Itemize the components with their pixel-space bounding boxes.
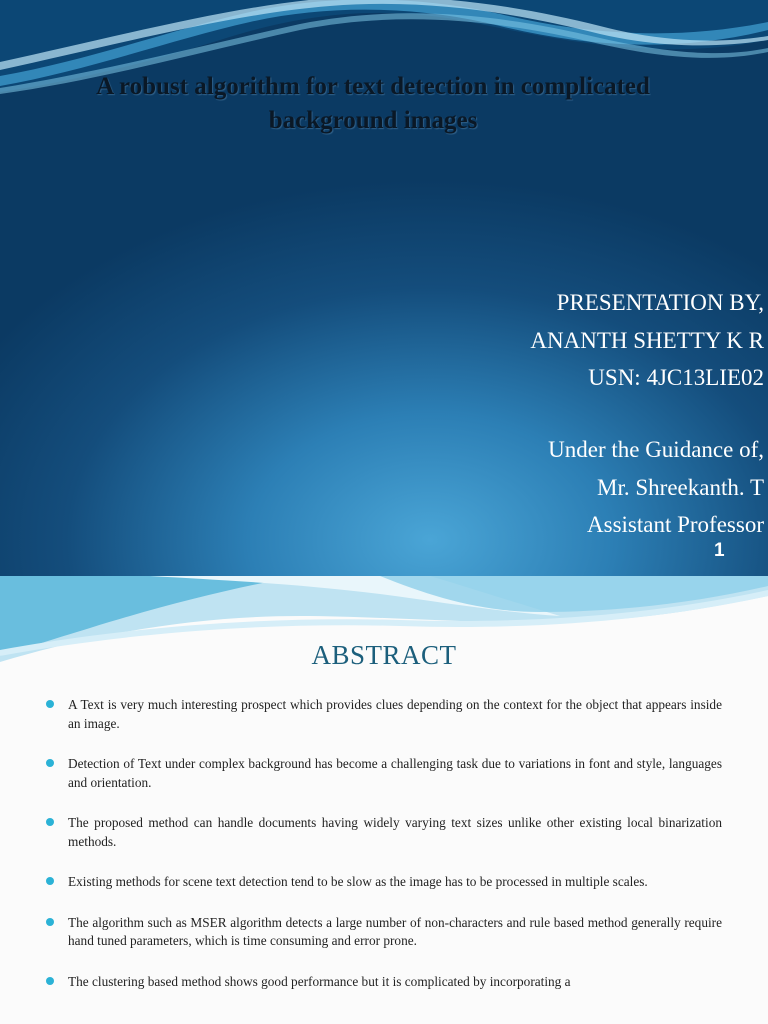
- bullet-icon: [46, 759, 54, 767]
- guidance-label: Under the Guidance of,: [548, 437, 764, 462]
- bullet-icon: [46, 877, 54, 885]
- list-item: [46, 814, 722, 851]
- list-item: [46, 755, 722, 792]
- bullet-text: The algorithm such as MSER algorithm detects a large number of non-characters and rule based method generally require hand tuned parameters, which is time consuming and error prone.: [68, 914, 722, 948]
- list-item: [46, 696, 722, 733]
- presenter-info: [530, 284, 764, 397]
- bullet-text: Existing methods for scene text detection tend to be slow as the image has to be processed in multiple scales.: [68, 874, 648, 889]
- bullet-text: The proposed method can handle documents having widely varying text sizes unlike other existing local binarization methods.: [68, 815, 722, 849]
- presentation-title: A robust algorithm for text detection in complicated background images: [96, 73, 650, 134]
- presenter-name: ANANTH SHETTY K R: [530, 327, 764, 353]
- presenter-usn: USN: 4JC13LIE02: [588, 365, 764, 390]
- guide-name: Mr. Shreekanth. T: [597, 474, 764, 500]
- bullet-text: A Text is very much interesting prospect which provides clues depending on the context for the object that appears inside an image.: [68, 697, 722, 731]
- guide-designation: Assistant Professor: [587, 512, 764, 537]
- bullet-icon: [46, 700, 54, 708]
- abstract-bullet-list: [46, 696, 722, 1013]
- presenter-label: PRESENTATION BY,: [556, 290, 764, 315]
- bullet-icon: [46, 918, 54, 926]
- slide-number: 1: [714, 540, 725, 561]
- list-item: [46, 873, 722, 892]
- list-item: [46, 914, 722, 951]
- bullet-text: Detection of Text under complex background has become a challenging task due to variations in font and style, languages and orientation.: [68, 756, 722, 790]
- list-item: [46, 973, 722, 992]
- bullet-icon: [46, 818, 54, 826]
- abstract-slide: [0, 576, 768, 1024]
- guide-info: [548, 431, 764, 544]
- bullet-text: The clustering based method shows good performance but it is complicated by incorporating a: [68, 973, 571, 989]
- abstract-heading: ABSTRACT: [311, 640, 457, 670]
- bullet-icon: [46, 977, 54, 985]
